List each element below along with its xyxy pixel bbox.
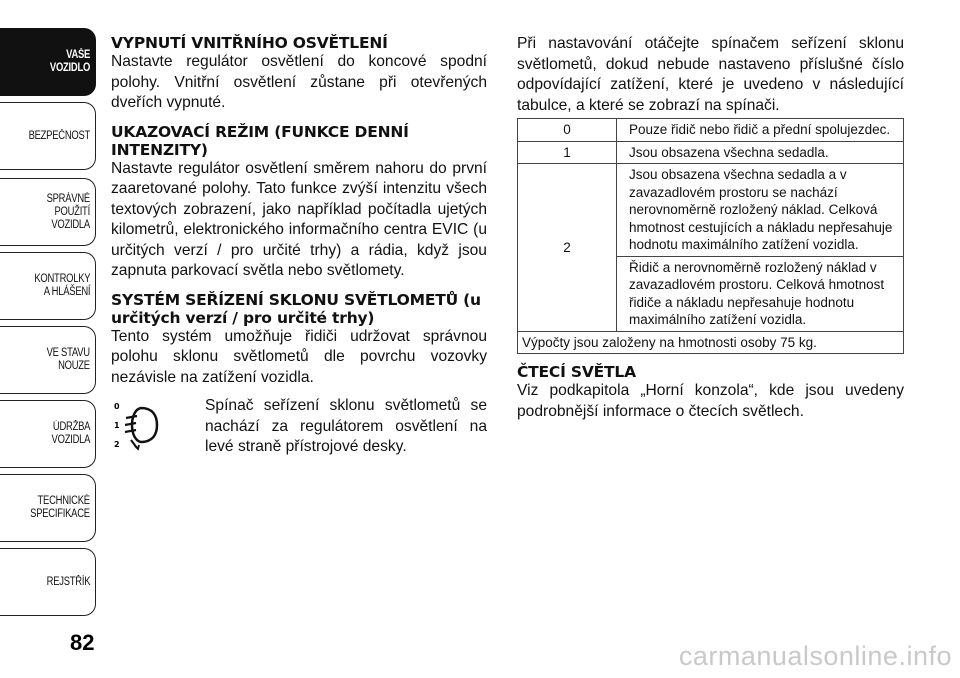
table-cell-num: 0: [518, 119, 617, 142]
table-cell-desc: Pouze řidič nebo řidič a přední spolujezdec.: [617, 119, 904, 142]
headlamp-leveling-icon: [111, 396, 205, 456]
icon-mark-0: 0: [114, 402, 120, 411]
tab-label: SPRÁVNÉ POUŽITÍ VOZIDLA: [46, 192, 91, 231]
section-text-sklon-switch: Spínač seřízení sklonu světlometů se nachází za regulátorem osvětlení na levé straně přístrojové desky.: [205, 397, 487, 455]
icon-mark-2: 2: [114, 440, 120, 449]
tab-label: VE STAVU NOUZE: [46, 347, 91, 372]
tab-rejstrik[interactable]: [0, 548, 96, 616]
tab-label: KONTROLKY A HLÁŠENÍ: [34, 273, 91, 298]
intro-paragraph: Při nastavování otáčejte spínačem seřízení sklonu světlometů, dokud nebude nastaveno příslušné číslo odpovídající zatížení, které je uvedeno v následující tabulce, a které se zobrazí na spínači.: [517, 35, 904, 114]
section-text-sklon: Tento systém umožňuje řidiči udržovat správnou polohu sklonu světlometů dle povrchu vozovky nezávisle na zatížení vozidla.: [111, 327, 487, 386]
section-text-vypnuti: Nastavte regulátor osvětlení do koncové spodní polohy. Vnitřní osvětlení zůstane při otevřených dveřích vypnuté.: [111, 53, 487, 111]
table-cell-num: 2: [518, 164, 617, 332]
tab-spravne-pouziti[interactable]: [0, 178, 96, 246]
table-cell-desc: Jsou obsazena všechna sedadla.: [617, 141, 904, 164]
icon-paragraph: [111, 396, 487, 458]
section-title-vypnuti: VYPNUTÍ VNITŘNÍHO OSVĚTLENÍ: [111, 34, 388, 52]
table-cell-desc: Řidič a nerovnoměrně rozložený náklad v zavazadlovém prostoru. Celková hmotnost řidiče a nákladu nepřesahuje hodnotu maximálního zatížení vozidla.: [617, 256, 904, 331]
tab-label: ÚDRŽBA VOZIDLA: [51, 421, 91, 446]
load-table: [517, 118, 904, 354]
table-row: [518, 141, 904, 164]
tab-technicke-specifikace[interactable]: [0, 474, 96, 542]
icon-mark-1: 1: [114, 421, 120, 430]
left-column: [111, 34, 487, 458]
table-cell-desc: Jsou obsazena všechna sedadla a v zavazadlovém prostoru se nachází nerovnoměrně rozložený náklad. Celková hmotnost cestujících a nákladu nepřesahuje hodnotu maximálního zatížení vozidla.: [617, 164, 904, 257]
right-column: [517, 34, 904, 422]
tab-label: BEZPEČNOST: [28, 129, 91, 142]
section-title-sklon: SYSTÉM SEŘÍZENÍ SKLONU SVĚTLOMETŮ (u určitých verzí / pro určité trhy): [111, 290, 481, 327]
table-row: [518, 119, 904, 142]
table-cell-num: 1: [518, 141, 617, 164]
section-text-ukazovaci: Nastavte regulátor osvětlení směrem nahoru do první zaaretované polohy. Tato funkce zvýší intenzitu všech textových zobrazení, jako například počítadla ujetých kilometrů, elektronického informačního centra EVIC (u určitých verzí / pro určité trhy) a rádia, když jsou zapnuta parkovací světla nebo světlomety.: [111, 159, 487, 279]
section-title-cteci-svetla: ČTECÍ SVĚTLA: [517, 363, 636, 381]
tab-ve-stavu-nouze[interactable]: [0, 326, 96, 394]
tab-udrzba[interactable]: [0, 400, 96, 468]
section-title-ukazovaci: UKAZOVACÍ REŽIM (FUNKCE DENNÍ INTENZITY): [111, 122, 409, 159]
tab-bezpecnost[interactable]: [0, 102, 96, 170]
watermark: carmanualsonline.info: [678, 641, 952, 671]
table-footer: Výpočty jsou založeny na hmotnosti osoby 75 kg.: [518, 331, 904, 354]
tab-vase-vozidlo[interactable]: [0, 28, 96, 96]
table-row: [518, 164, 904, 257]
tab-label: VAŠE VOZIDLO: [49, 49, 91, 74]
page-number: 82: [70, 630, 95, 655]
tab-kontrolky[interactable]: [0, 252, 96, 320]
tab-label: TECHNICKÉ SPECIFIKACE: [30, 495, 91, 520]
tab-label: REJSTŘÍK: [46, 575, 91, 588]
table-footer-row: [518, 331, 904, 354]
section-text-cteci-svetla: Viz podkapitola „Horní konzola“, kde jsou uvedeny podrobnější informace o čtecích světlech.: [517, 382, 904, 420]
